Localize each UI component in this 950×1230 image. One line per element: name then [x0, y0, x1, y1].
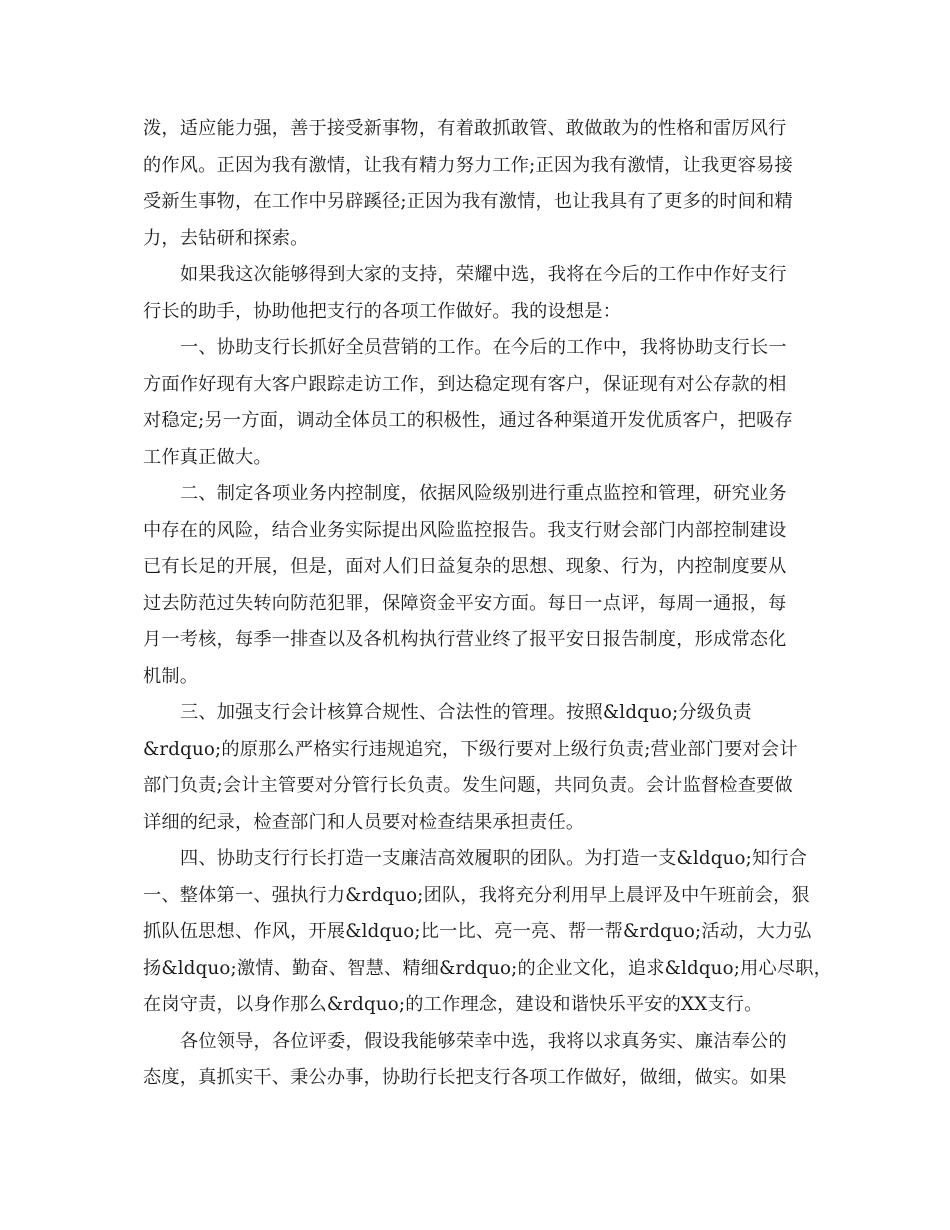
text-line: 受新生事物，在工作中另辟蹊径;正因为我有激情，也让我具有了更多的时间和精 — [143, 191, 793, 212]
text-line: 态度，真抓实干、秉公办事，协助行长把支行各项工作做好，做细，做实。如果 — [143, 1067, 787, 1088]
text-line: 行长的助手，协助他把支行的各项工作做好。我的设想是： — [143, 300, 622, 322]
text-line: &rdquo;的原那么严格实行违规追究，下级行要对上级行负责;营业部门要对会计 — [143, 738, 798, 760]
text-line: 泼，适应能力强，善于接受新事物，有着敢抓敢管、敢做敢为的性格和雷厉风行 — [143, 118, 787, 139]
text-line: 详细的纪录，检查部门和人员要对检查结果承担责任。 — [143, 811, 585, 833]
text-line: 月一考核，每季一排查以及各机构执行营业终了报平安日报告制度，形成常态化 — [143, 629, 787, 650]
paragraph-start-line: 二、制定各项业务内控制度，依据风险级别进行重点监控和管理，研究业务 — [180, 483, 787, 504]
text-line: 部门负责;会计主管要对分管行长负责。发生问题，共同负责。会计监督检查要做 — [143, 775, 793, 796]
text-line: 工作真正做大。 — [143, 446, 272, 468]
text-line: 力，去钻研和探索。 — [143, 227, 309, 249]
text-line: 方面作好现有大客户跟踪走访工作，到达稳定现有客户，保证现有对公存款的相 — [143, 373, 787, 395]
text-line: 抓队伍思想、作风，开展&ldquo;比一比、亮一亮、帮一帮&rdquo;活动，大力弘 — [143, 921, 812, 942]
text-line: 在岗守责，以身作那么&rdquo;的工作理念，建设和谐快乐平安的XX支行。 — [143, 994, 763, 1015]
paragraph-start-line: 四、协助支行行长打造一支廉洁高效履职的团队。为打造一支&ldquo;知行合 — [180, 848, 808, 869]
paragraph-start-line: 一、协助支行长抓好全员营销的工作。在今后的工作中，我将协助支行长一 — [180, 337, 787, 358]
text-line: 机制。 — [143, 665, 199, 687]
text-line: 中存在的风险，结合业务实际提出风险监控报告。我支行财会部门内部控制建设 — [143, 519, 787, 541]
paragraph-start-line: 如果我这次能够得到大家的支持，荣耀中选，我将在今后的工作中作好支行 — [180, 264, 787, 285]
document-body — [143, 111, 833, 1097]
text-line: 对稳定;另一方面，调动全体员工的积极性，通过各种渠道开发优质客户，把吸存 — [143, 410, 793, 431]
text-line: 的作风。正因为我有激情，让我有精力努力工作;正因为我有激情，让我更容易接 — [143, 154, 793, 176]
text-line: 扬&ldquo;激情、勤奋、智慧、精细&rdquo;的企业文化，追求&ldquo;用心尽职， — [143, 957, 833, 979]
text-line: 一、整体第一、强执行力&rdquo;团队，我将充分利用早上晨评及中午班前会，狠 — [143, 884, 810, 906]
text-line: 过去防范过失转向防范犯罪，保障资金平安方面。每日一点评，每周一通报，每 — [143, 592, 787, 614]
paragraph-start-line: 三、加强支行会计核算合规性、合法性的管理。按照&ldquo;分级负责 — [180, 702, 752, 723]
paragraph-start-line: 各位领导，各位评委，假设我能够荣幸中选，我将以求真务实、廉洁奉公的 — [180, 1030, 787, 1052]
text-line: 已有长足的开展，但是，面对人们日益复杂的思想、现象、行为，内控制度要从 — [143, 556, 787, 577]
